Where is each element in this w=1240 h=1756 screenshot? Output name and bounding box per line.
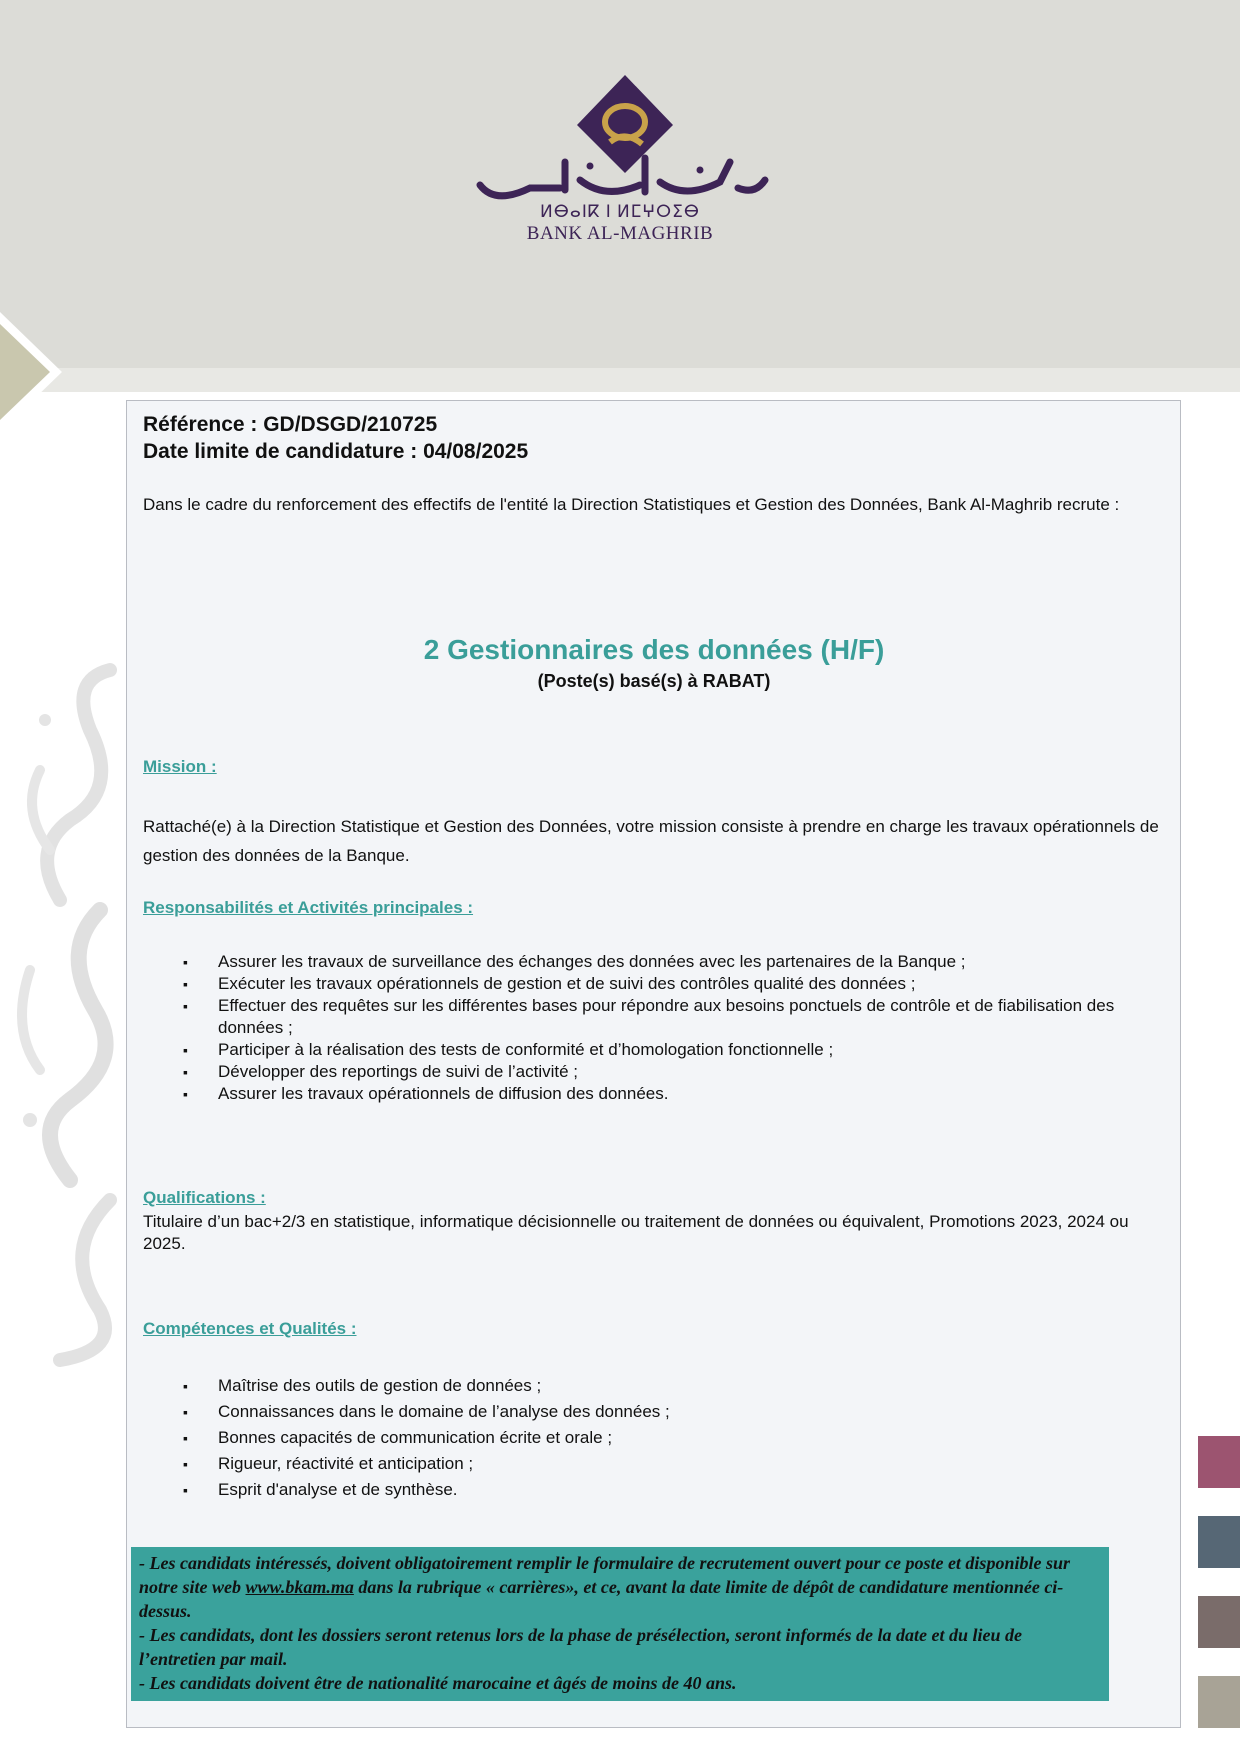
logo-emblem-icon bbox=[470, 70, 770, 210]
application-notice bbox=[131, 1547, 1109, 1701]
list-item: ▪ Participer à la réalisation des tests de conformité et d’homologation fonctionnelle ; bbox=[183, 1040, 834, 1059]
logo-bank-name: BANK AL-MAGHRIB bbox=[526, 223, 714, 244]
job-location: (Poste(s) basé(s) à RABAT) bbox=[537, 671, 771, 691]
bank-logo bbox=[470, 70, 770, 250]
qualifications-text: Titulaire d’un bac+2/3 en statistique, informatique décisionnelle ou traitement de données ou équivalent, Promotions 2023, 2024 ou 2025. bbox=[143, 1212, 1129, 1253]
reference-line: Référence : GD/DSGD/210725 bbox=[143, 413, 438, 436]
job-title: 2 Gestionnaires des données (H/F) bbox=[423, 634, 885, 665]
header-band-lower bbox=[0, 368, 1240, 392]
list-item: ▪ Rigueur, réactivité et anticipation ; bbox=[183, 1454, 474, 1473]
side-square-2 bbox=[1198, 1516, 1240, 1568]
list-item: ▪ Bonnes capacités de communication écrite et orale ; bbox=[183, 1428, 613, 1447]
logo-tifinagh-text: ⵍⴱⴰⵏⴽ ⵏ ⵍⵎⵖⵔⵉⴱ bbox=[540, 202, 700, 221]
list-item: ▪ Maîtrise des outils de gestion de données ; bbox=[183, 1376, 542, 1395]
notice-paragraph-1: - Les candidats intéressés, doivent obligatoirement remplir le formulaire de recrutement ouvert pour ce poste et disponible sur notre site web www.bkam.ma dans la rubrique « carrières», et ce, avant la date limite de dépôt de candidature mentionnée ci-dessus. bbox=[139, 1553, 1070, 1621]
mission-heading: Mission : bbox=[143, 757, 217, 776]
mission-text: Rattaché(e) à la Direction Statistique et Gestion des Données, votre mission consiste à prendre en charge les travaux opérationnels de gestion des données de la Banque. bbox=[143, 817, 1159, 865]
skills-list bbox=[143, 1373, 1143, 1503]
list-item: ▪ Assurer les travaux opérationnels de diffusion des données. bbox=[183, 1084, 669, 1103]
skills-heading: Compétences et Qualités : bbox=[143, 1319, 357, 1338]
list-item: ▪ Connaissances dans le domaine de l’analyse des données ; bbox=[183, 1402, 670, 1421]
notice-paragraph-3: - Les candidats doivent être de nationalité marocaine et âgés de moins de 40 ans. bbox=[139, 1673, 737, 1693]
deadline-line: Date limite de candidature : 04/08/2025 bbox=[143, 440, 529, 463]
notice-paragraph-2: - Les candidats, dont les dossiers seront retenus lors de la phase de présélection, seront informés de la date et du lieu de l’entretien par mail. bbox=[139, 1625, 1022, 1669]
list-item: ▪ Développer des reportings de suivi de l’activité ; bbox=[183, 1062, 579, 1081]
qualifications-heading: Qualifications : bbox=[143, 1188, 266, 1207]
list-item: ▪ Exécuter les travaux opérationnels de gestion et de suivi des contrôles qualité des données ; bbox=[183, 974, 916, 993]
calligraphy-watermark-icon bbox=[0, 650, 140, 1370]
job-posting-panel bbox=[126, 400, 1181, 1728]
side-square-1 bbox=[1198, 1436, 1240, 1488]
reference-block bbox=[143, 411, 528, 465]
website-link[interactable]: www.bkam.ma bbox=[245, 1577, 354, 1597]
list-item: ▪ Effectuer des requêtes sur les différentes bases pour répondre aux besoins ponctuels de contrôle et de fiabilisation des données ; bbox=[183, 996, 1115, 1037]
side-square-4 bbox=[1198, 1676, 1240, 1728]
responsibilities-heading: Responsabilités et Activités principales : bbox=[143, 898, 474, 917]
intro-paragraph: Dans le cadre du renforcement des effectifs de l'entité la Direction Statistiques et Gestion des Données, Bank Al-Maghrib recrute : bbox=[143, 495, 1120, 514]
side-square-3 bbox=[1198, 1596, 1240, 1648]
responsibilities-list bbox=[143, 951, 1143, 1105]
chevron-right-decoration-icon bbox=[0, 312, 66, 432]
list-item: ▪ Assurer les travaux de surveillance des échanges des données avec les partenaires de la Banque ; bbox=[183, 952, 966, 971]
list-item: ▪ Esprit d'analyse et de synthèse. bbox=[183, 1480, 458, 1499]
side-color-squares bbox=[1198, 1436, 1240, 1756]
